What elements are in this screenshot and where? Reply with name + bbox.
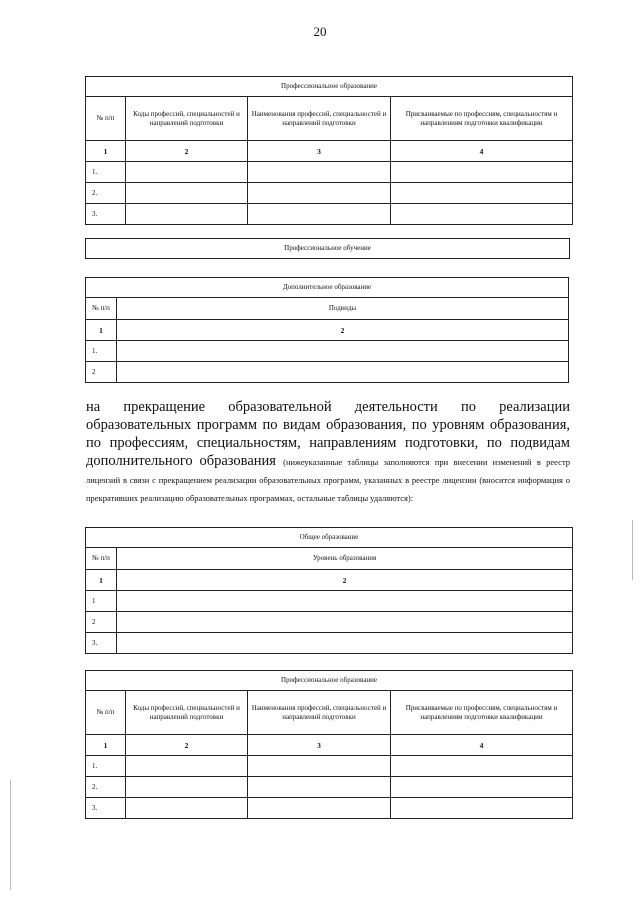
paragraph-note: (нижеуказанные таблицы заполняются при внесении изменений в реестр лицензий в связи с прекращением реализации образовательных программ, указанных в реестре лицензии (вносится информация о прекративших реализацию образовательных программах, остальные таблицы удаляются): <box>86 457 571 503</box>
empty-cell[interactable] <box>391 798 573 819</box>
empty-cell[interactable] <box>391 183 573 204</box>
table-title: Дополнительное образование <box>86 278 569 298</box>
column-index: 2 <box>117 320 569 341</box>
empty-cell[interactable] <box>248 756 391 777</box>
row-number: 2. <box>86 777 126 798</box>
column-header-number: № п/п <box>86 691 126 735</box>
row-number: 1 <box>86 591 117 612</box>
table-title: Профессиональное образование <box>86 671 573 691</box>
table-row <box>86 341 569 362</box>
row-number: 3. <box>86 798 126 819</box>
column-index: 2 <box>117 570 573 591</box>
column-header-qualifications: Присваиваемые по профессиям, специальностям и направлениям подготовки квалификации <box>391 97 573 141</box>
empty-cell[interactable] <box>248 777 391 798</box>
column-header-subtypes: Подвиды <box>117 298 569 320</box>
general-education-table <box>85 527 573 654</box>
column-index: 2 <box>126 141 248 162</box>
column-header-names: Наименования профессий, специальностей и направлений подготовки <box>248 97 391 141</box>
table-row <box>86 162 573 183</box>
row-number: 1. <box>86 162 126 183</box>
empty-cell[interactable] <box>248 183 391 204</box>
column-header-qualifications: Присваиваемые по профессиям, специальностям и направлениям подготовки квалификации <box>391 691 573 735</box>
empty-cell[interactable] <box>391 777 573 798</box>
table-row <box>86 183 573 204</box>
professional-education-table <box>85 670 573 819</box>
row-number: 1. <box>86 341 117 362</box>
column-header-number: № п/п <box>86 298 117 320</box>
empty-cell[interactable] <box>126 183 248 204</box>
empty-cell[interactable] <box>126 777 248 798</box>
column-index: 3 <box>248 141 391 162</box>
table-row <box>86 612 573 633</box>
column-header-codes: Коды профессий, специальностей и направлений подготовки <box>126 691 248 735</box>
column-header-level: Уровень образования <box>117 548 573 570</box>
empty-cell[interactable] <box>117 362 569 383</box>
column-index: 4 <box>391 141 573 162</box>
row-number: 1. <box>86 756 126 777</box>
empty-cell[interactable] <box>117 591 573 612</box>
professional-training-bar <box>85 238 570 259</box>
column-header-codes: Коды профессий, специальностей и направлений подготовки <box>126 97 248 141</box>
table-row <box>86 591 573 612</box>
empty-cell[interactable] <box>117 341 569 362</box>
column-index: 1 <box>86 735 126 756</box>
empty-cell[interactable] <box>391 162 573 183</box>
empty-cell[interactable] <box>248 204 391 225</box>
empty-cell[interactable] <box>117 612 573 633</box>
table-row <box>86 756 573 777</box>
empty-cell[interactable] <box>391 204 573 225</box>
empty-cell[interactable] <box>126 798 248 819</box>
bar-title: Профессиональное обучение <box>284 244 371 252</box>
row-number: 2 <box>86 612 117 633</box>
scan-edge-mark <box>632 520 633 580</box>
column-index: 1 <box>86 141 126 162</box>
empty-cell[interactable] <box>126 162 248 183</box>
additional-education-table <box>85 277 569 383</box>
table-row <box>86 777 573 798</box>
empty-cell[interactable] <box>391 756 573 777</box>
empty-cell[interactable] <box>126 204 248 225</box>
table-title: Общее образование <box>86 528 573 548</box>
column-index: 1 <box>86 570 117 591</box>
row-number: 3. <box>86 204 126 225</box>
column-index: 2 <box>126 735 248 756</box>
column-header-number: № п/п <box>86 97 126 141</box>
termination-paragraph <box>86 398 570 506</box>
empty-cell[interactable] <box>248 798 391 819</box>
table-row <box>86 362 569 383</box>
empty-cell[interactable] <box>117 633 573 654</box>
column-index: 1 <box>86 320 117 341</box>
empty-cell[interactable] <box>248 162 391 183</box>
column-header-number: № п/п <box>86 548 117 570</box>
professional-education-table <box>85 76 573 225</box>
table-row <box>86 204 573 225</box>
column-index: 4 <box>391 735 573 756</box>
column-header-names: Наименования профессий, специальностей и направлений подготовки <box>248 691 391 735</box>
table-row <box>86 633 573 654</box>
empty-cell[interactable] <box>126 756 248 777</box>
row-number: 2 <box>86 362 117 383</box>
table-title: Профессиональное образование <box>86 77 573 97</box>
row-number: 3. <box>86 633 117 654</box>
column-index: 3 <box>248 735 391 756</box>
row-number: 2. <box>86 183 126 204</box>
paragraph-main-text: на прекращение образовательной деятельности по реализации образовательных программ по видам образования, по уровням образования, по профессиям, специальностям, направлениям подготовки, по подвидам дополнительного образования <box>86 399 570 469</box>
scan-edge-mark <box>10 780 11 890</box>
page-number: 20 <box>313 24 327 39</box>
table-row <box>86 798 573 819</box>
